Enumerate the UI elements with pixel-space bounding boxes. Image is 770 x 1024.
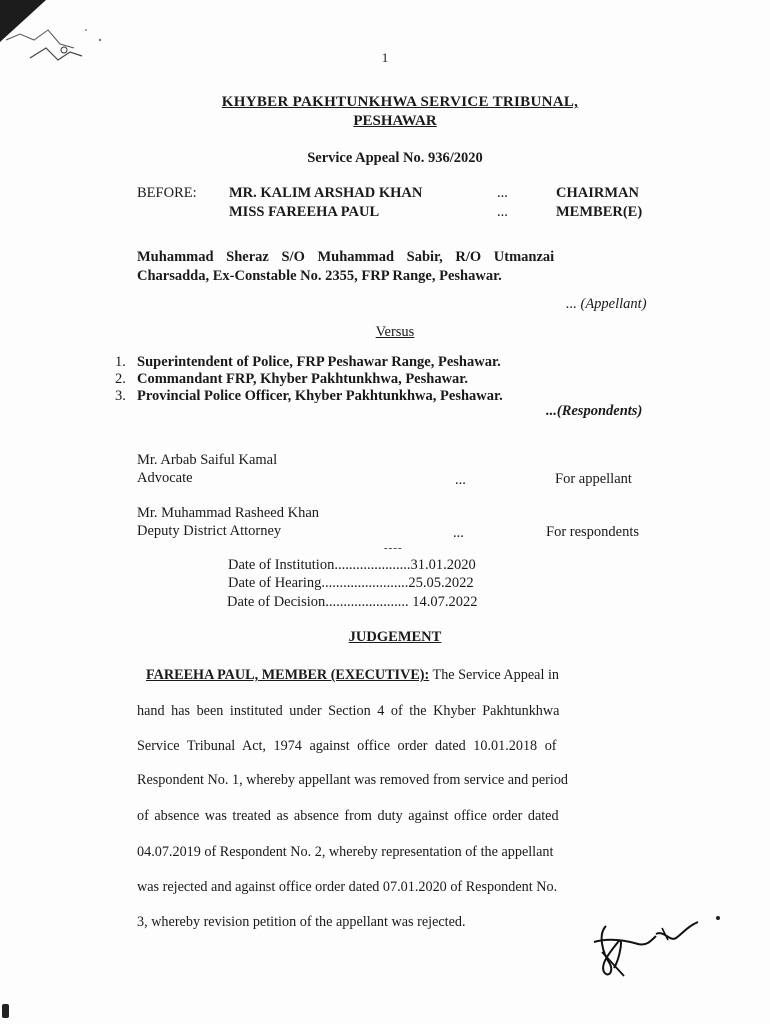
respondent-item — [115, 388, 503, 405]
respondent-number: 3. — [115, 388, 126, 404]
date-of-decision: Date of Decision....................... 14.07.2022 — [227, 594, 478, 610]
page-number: 1 — [381, 50, 389, 65]
respondent-text: Provincial Police Officer, Khyber Pakhtunkhwa, Peshawar. — [137, 388, 503, 404]
judgement-line: hand has been instituted under Section 4 of the Khyber Pakhtunkhwa — [137, 703, 560, 719]
judgement-line — [146, 667, 559, 684]
respondent-number: 2. — [115, 371, 126, 387]
counsel-role: For respondents — [546, 524, 640, 540]
judgement-line: 04.07.2019 of Respondent No. 2, whereby representation of the appellant — [137, 844, 554, 860]
tribunal-location: PESHAWAR — [353, 113, 437, 129]
date-of-hearing: Date of Hearing........................25.05.2022 — [228, 575, 474, 591]
respondent-item — [115, 354, 501, 371]
judgement-author: FAREEHA PAUL, MEMBER (EXECUTIVE): — [146, 667, 430, 683]
counsel-dots: ... — [455, 472, 466, 488]
scan-speck — [2, 1004, 9, 1018]
respondent-text: Superintendent of Police, FRP Peshawar Range, Peshawar. — [137, 354, 501, 370]
judgement-line: was rejected and against office order dated 07.01.2020 of Respondent No. — [137, 879, 558, 895]
respondent-text: Commandant FRP, Khyber Pakhtunkhwa, Peshawar. — [137, 371, 469, 387]
appeal-number: Service Appeal No. 936/2020 — [307, 150, 483, 166]
appellant-details-line2: Charsadda, Ex-Constable No. 2355, FRP Range, Peshawar. — [137, 268, 502, 284]
respondent-item — [115, 371, 468, 388]
counsel-name: Mr. Muhammad Rasheed Khan — [137, 505, 320, 521]
appellant-tag: ... (Appellant) — [566, 296, 647, 312]
counsel-name: Mr. Arbab Saiful Kamal — [137, 452, 278, 468]
judgement-line: Respondent No. 1, whereby appellant was removed from service and period — [137, 772, 569, 788]
versus-heading: Versus — [375, 324, 415, 340]
judgement-heading: JUDGEMENT — [348, 629, 442, 645]
scan-speck — [716, 916, 720, 920]
handwritten-signature — [580, 912, 710, 992]
judgement-line: 3, whereby revision petition of the appellant was rejected. — [137, 914, 466, 930]
bench-member-role: MEMBER(E) — [556, 204, 643, 220]
bench-member-name: MISS FAREEHA PAUL — [229, 204, 380, 220]
bench-member-dots: ... — [497, 204, 508, 220]
judgement-line: Service Tribunal Act, 1974 against office order dated 10.01.2018 of — [137, 738, 557, 754]
appellant-details-line1: Muhammad Sheraz S/O Muhammad Sabir, R/O Utmanzai — [137, 249, 555, 265]
counsel-title: Advocate — [137, 470, 193, 486]
tribunal-title: KHYBER PAKHTUNKHWA SERVICE TRIBUNAL, — [221, 94, 579, 110]
before-label: BEFORE: — [137, 185, 197, 201]
respondents-tag: ...(Respondents) — [546, 403, 643, 419]
bench-member-dots: ... — [497, 185, 508, 201]
judgement-line: of absence was treated as absence from duty against office order dated — [137, 808, 559, 824]
counsel-role: For appellant — [555, 471, 632, 487]
judgement-line-text: The Service Appeal in — [429, 667, 559, 683]
counsel-dots: ... — [453, 525, 464, 541]
bench-member-name: MR. KALIM ARSHAD KHAN — [229, 185, 423, 201]
bench-member-role: CHAIRMAN — [556, 185, 639, 201]
counsel-title: Deputy District Attorney — [137, 523, 282, 539]
date-of-institution: Date of Institution.....................31.01.2020 — [228, 557, 476, 573]
separator: ---- — [384, 542, 403, 554]
respondent-number: 1. — [115, 354, 126, 370]
